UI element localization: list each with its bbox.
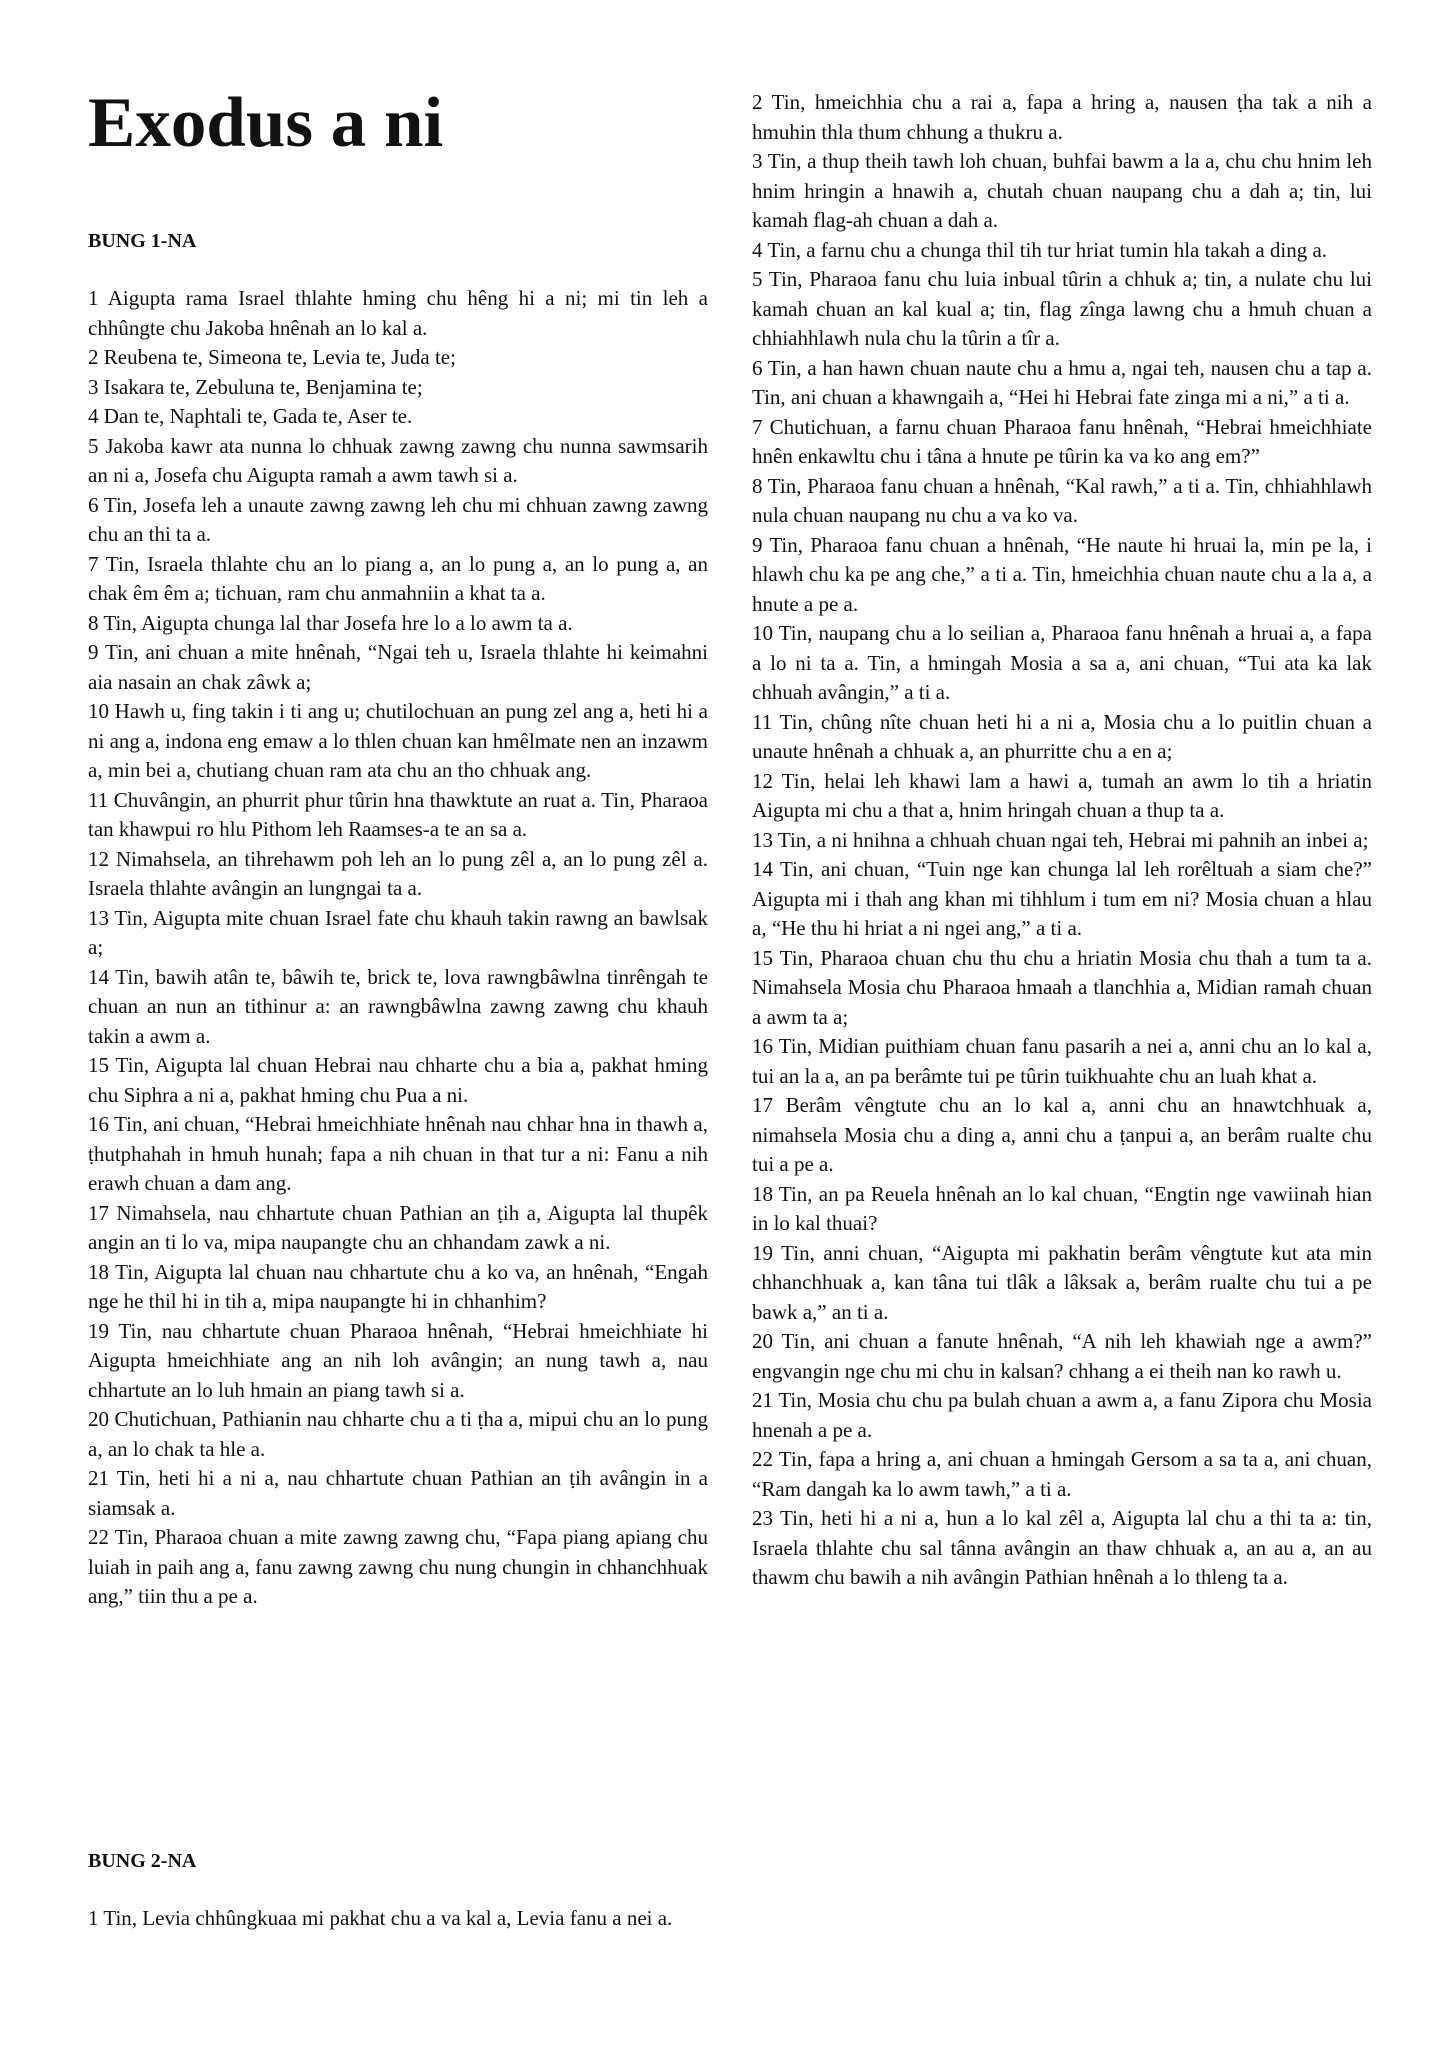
- verse: 19 Tin, nau chhartute chuan Pharaoa hnênah, “Hebrai hmeichhiate hi Aigupta hmeichhiate ang an nih loh avângin; an nung tawh a, nau chhartute an lo luh hmain an piang tawh si a.: [88, 1318, 708, 1402]
- verse: 2 Tin, hmeichhia chu a rai a, fapa a hring a, nausen ṭha tak a nih a hmuhin thla thum chhung a thukru a.: [752, 90, 1372, 144]
- verse: 4 Dan te, Naphtali te, Gada te, Aser te.: [88, 404, 413, 428]
- verse: 16 Tin, Midian puithiam chuan fanu pasarih a nei a, anni chu an lo kal a, tui an la a, an pa berâmte tui pe tûrin tuikhuahte chu an luah khat a.: [752, 1034, 1372, 1088]
- verse: 10 Hawh u, fing takin i ti ang u; chutilochuan an pung zel ang a, heti hi a ni ang a, indona eng emaw a lo thlen chuan kan hmêlmate nen an inzawm a, min bei a, chutiang chuan ram ata chu an tho chhuak ang.: [88, 699, 708, 782]
- verse: 8 Tin, Aigupta chunga lal thar Josefa hre lo a lo awm ta a.: [88, 610, 573, 635]
- verse: 8 Tin, Pharaoa fanu chuan a hnênah, “Kal rawh,” a ti a. Tin, chhiahhlawh nula chuan naupang nu chu a va ko va.: [752, 473, 1372, 527]
- verse: 1 Aigupta rama Israel thlahte hming chu hêng hi a ni; mi tin leh a chhûngte chu Jakoba hnênah an lo kal a.: [88, 286, 708, 340]
- verse: 13 Tin, Aigupta mite chuan Israel fate chu khauh takin rawng an bawlsak a;: [88, 905, 708, 959]
- verse: 16 Tin, ani chuan, “Hebrai hmeichhiate hnênah nau chhar hna in thawh a, ṭhutphahah in hmuh hunah; fapa a nih chuan in that tur a ni: Fanu a nih erawh chuan a dam ang.: [88, 1112, 708, 1195]
- verse: 13 Tin, a ni hnihna a chhuah chuan ngai teh, Hebrai mi pahnih an inbei a;: [752, 827, 1369, 852]
- verse: 7 Chutichuan, a farnu chuan Pharaoa fanu hnênah, “Hebrai hmeichhiate hnên enkawltu chu i tâna a hnute pe tûrin ka va ko ang em?”: [752, 414, 1372, 468]
- verse: 20 Chutichuan, Pathianin nau chharte chu a ti ṭha a, mipui chu an lo pung a, an lo chak ta hle a.: [88, 1407, 708, 1461]
- verse: 5 Tin, Pharaoa fanu chu luia inbual tûrin a chhuk a; tin, a nulate chu lui kamah chuan an kal kual a; tin, flag zînga lawng chu a hmuh chuan a chhiahhlawh nula chu la tûrin a tîr a.: [752, 267, 1372, 350]
- verse: 10 Tin, naupang chu a lo seilian a, Pharaoa fanu hnênah a hruai a, a fapa a lo ni ta a. Tin, a hmingah Mosia a sa a, ani chuan, “Tui ata ka lak chhuah avângin,” a ti a.: [752, 621, 1372, 704]
- verse: 22 Tin, Pharaoa chuan a mite zawng zawng chu, “Fapa piang apiang chu luiah in paih ang a, fanu zawng zawng chu nung chungin in chhanchhuak ang,” tiin thu a pe a.: [88, 1525, 708, 1608]
- verse: 4 Tin, a farnu chu a chunga thil tih tur hriat tumin hla takah a ding a.: [752, 237, 1328, 262]
- verse: 14 Tin, bawih atân te, bâwih te, brick te, lova rawngbâwlna tinrêngah te chuan an nun an tithinur a: an rawngbâwlna zawng zawng chu khauh takin a awm a.: [88, 964, 708, 1048]
- verse: 18 Tin, an pa Reuela hnênah an lo kal chuan, “Engtin nge vawiinah hian in lo kal thuai?: [752, 1181, 1372, 1235]
- verse: 20 Tin, ani chuan a fanute hnênah, “A nih leh khawiah nge a awm?” engvangin nge chu mi chu in kalsan? chhang a ei theih nan ko rawh u.: [752, 1329, 1372, 1383]
- verse: 17 Nimahsela, nau chhartute chuan Pathian an ṭih a, Aigupta lal thupêk angin an ti lo va, mipa naupangte chu an chhandam zawk a ni.: [88, 1200, 708, 1254]
- chapter-2-verses-left: [88, 1904, 708, 1934]
- verse: 11 Tin, chûng nîte chuan heti hi a ni a, Mosia chu a lo puitlin chuan a unaute hnênah a chhuak a, an phurritte chu a en a;: [752, 709, 1372, 763]
- verse: 1 Tin, Levia chhûngkuaa mi pakhat chu a va kal a, Levia fanu a nei a.: [88, 1906, 673, 1930]
- verse: 21 Tin, Mosia chu chu pa bulah chuan a awm a, a fanu Zipora chu Mosia hnenah a pe a.: [752, 1388, 1372, 1442]
- verse: 3 Tin, a thup theih tawh loh chuan, buhfai bawm a la a, chu chu hnim leh hnim hringin a hnawih a, chutah chuan naupang chu a dah a; tin, lui kamah flag-ah chuan a dah a.: [752, 149, 1372, 232]
- verse: 6 Tin, Josefa leh a unaute zawng zawng leh chu mi chhuan zawng zawng chu an thi ta a.: [88, 492, 708, 546]
- verse: 22 Tin, fapa a hring a, ani chuan a hmingah Gersom a sa ta a, ani chuan, “Ram dangah ka lo awm tawh,” a ti a.: [752, 1447, 1372, 1501]
- verse: 18 Tin, Aigupta lal chuan nau chhartute chu a ko va, an hnênah, “Engah nge he thil hi in tih a, mipa naupangte hi in chhanhim?: [88, 1259, 708, 1313]
- verse: 15 Tin, Pharaoa chuan chu thu chu a hriatin Mosia chu thah a tum ta a. Nimahsela Mosia chu Pharaoa hmaah a tlanchhia a, Midian ramah chuan a awm ta a;: [752, 945, 1372, 1029]
- verse: 9 Tin, Pharaoa fanu chuan a hnênah, “He naute hi hruai la, min pe la, i hlawh chu ka pe ang che,” a ti a. Tin, hmeichhia chuan naute chu a la a, a hnute a pe a.: [752, 532, 1372, 616]
- chapter-1-verses: [88, 284, 708, 1612]
- chapter-2-heading: BUNG 2-NA: [88, 1850, 197, 1872]
- verse: 9 Tin, ani chuan a mite hnênah, “Ngai teh u, Israela thlahte hi keimahni aia nasain an chak zâwk a;: [88, 640, 708, 694]
- verse: 23 Tin, heti hi a ni a, hun a lo kal zêl a, Aigupta lal chu a thi ta a: tin, Israela thlahte chu sal tânna avângin an thaw chhuak a, an au a, an au thawm chu bawih a nih avângin Pathian hnênah a lo thleng ta a.: [752, 1506, 1372, 1589]
- verse: 5 Jakoba kawr ata nunna lo chhuak zawng zawng chu nunna sawmsarih an ni a, Josefa chu Aigupta ramah a awm tawh si a.: [88, 433, 708, 487]
- verse: 12 Tin, helai leh khawi lam a hawi a, tumah an awm lo tih a hriatin Aigupta mi chu a that a, hnim hringah chuan a thup ta a.: [752, 768, 1372, 822]
- verse: 7 Tin, Israela thlahte chu an lo piang a, an lo pung a, an lo pung a, an chak êm êm a; tichuan, ram chu anmahniin a khat ta a.: [88, 551, 708, 605]
- verse: 11 Chuvângin, an phurrit phur tûrin hna thawktute an ruat a. Tin, Pharaoa tan khawpui ro hlu Pithom leh Raamses-a te an sa a.: [88, 787, 708, 841]
- verse: 12 Nimahsela, an tihrehawm poh leh an lo pung zêl a, an lo pung zêl a. Israela thlahte avângin an lungngai ta a.: [88, 846, 708, 900]
- verse: 15 Tin, Aigupta lal chuan Hebrai nau chharte chu a bia a, pakhat hming chu Siphra a ni a, pakhat hming chu Pua a ni.: [88, 1053, 708, 1107]
- verse: 19 Tin, anni chuan, “Aigupta mi pakhatin berâm vêngtute kut ata min chhanchhuak a, kan tâna tui tlâk a lâksak a, berâm rualte chu tui a pe bawk a,” an ti a.: [752, 1240, 1372, 1324]
- verse: 14 Tin, ani chuan, “Tuin nge kan chunga lal leh rorêltuah a siam che?” Aigupta mi i thah ang khan mi tihhlum i tum em ni? Mosia chuan a hlau a, “He thu hi hriat a ni ngei ang,” a ti a.: [752, 857, 1372, 940]
- page-title: Exodus a ni: [88, 84, 444, 162]
- chapter-2-verses-right: [752, 88, 1372, 1593]
- verse: 21 Tin, heti hi a ni a, nau chhartute chuan Pathian an ṭih avângin in a siamsak a.: [88, 1466, 708, 1520]
- chapter-1-heading: BUNG 1-NA: [88, 230, 197, 252]
- verse: 3 Isakara te, Zebuluna te, Benjamina te;: [88, 374, 423, 399]
- verse: 2 Reubena te, Simeona te, Levia te, Juda te;: [88, 345, 456, 369]
- verse: 17 Berâm vêngtute chu an lo kal a, anni chu an hnawtchhuak a, nimahsela Mosia chu a ding a, anni chu a ṭanpui a, an berâm rualte chu tui a pe a.: [752, 1093, 1372, 1176]
- verse: 6 Tin, a han hawn chuan naute chu a hmu a, ngai teh, nausen chu a tap a. Tin, ani chuan a khawngaih a, “Hei hi Hebrai fate zinga mi a ni,” a ti a.: [752, 355, 1372, 409]
